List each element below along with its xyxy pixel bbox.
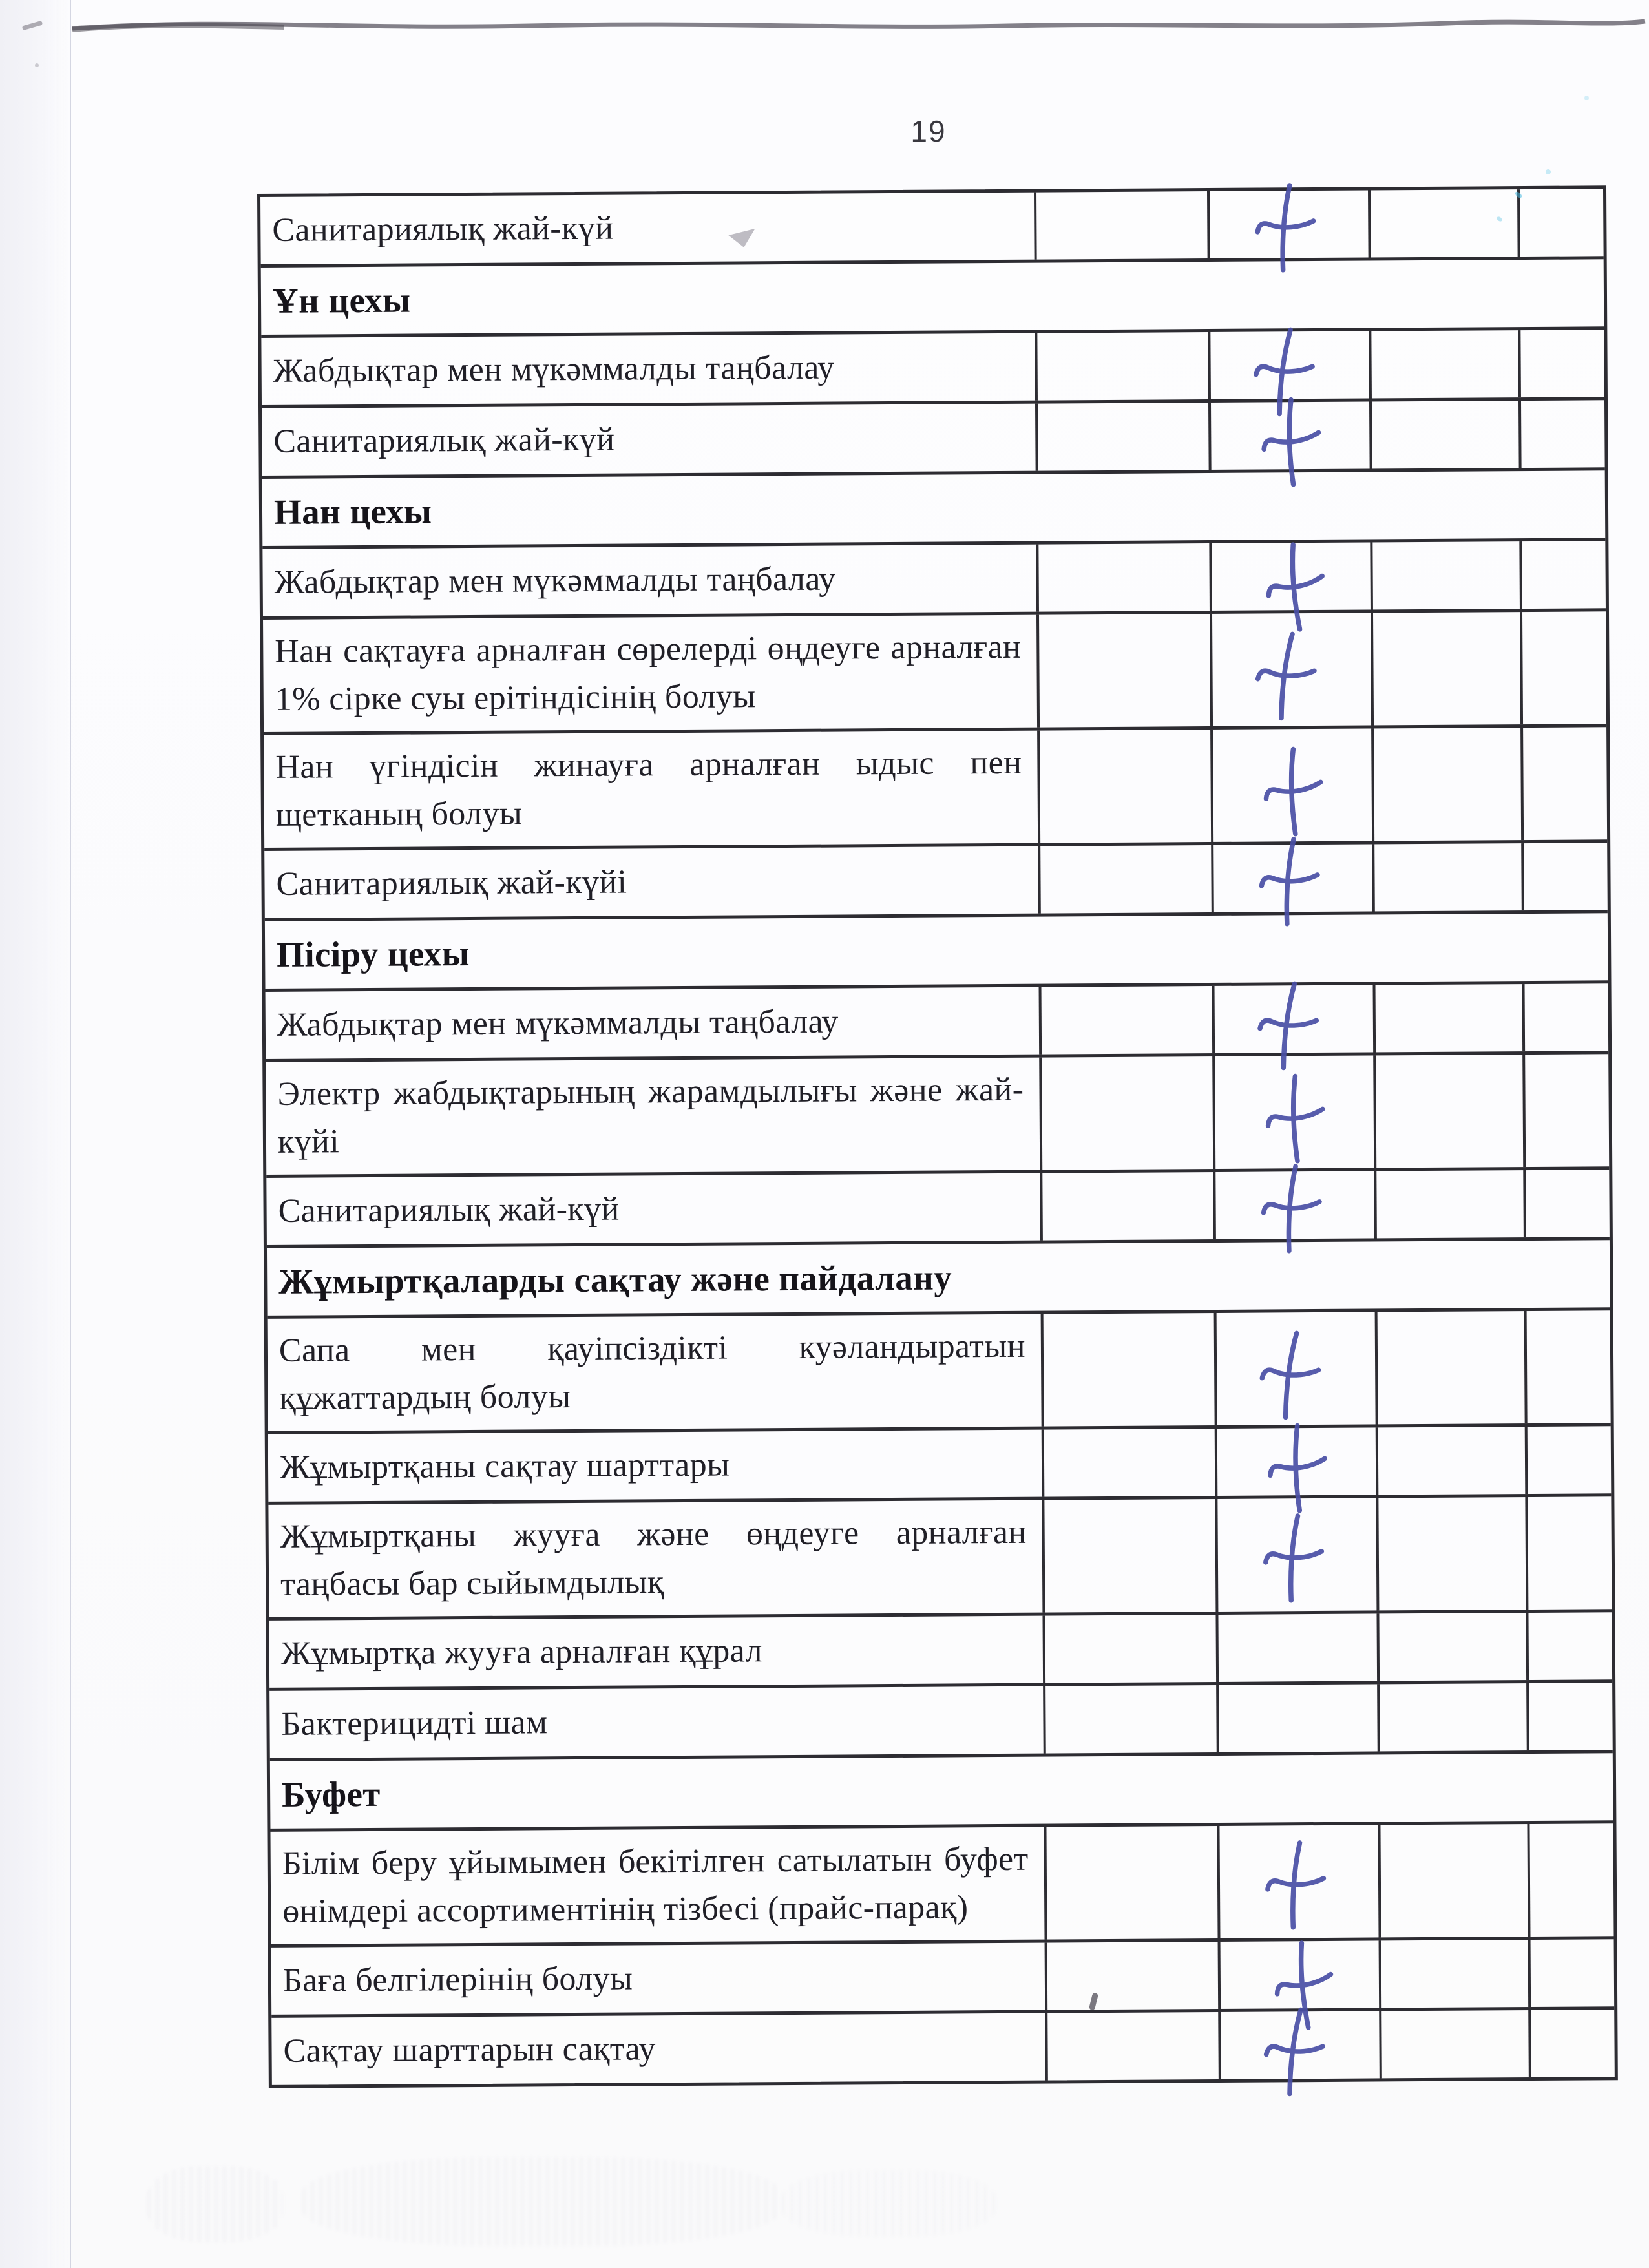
section-title-cell [267, 1240, 1610, 1316]
row-label: Жұмыртқаны жууға және өңдеуге арналған таңбасы бар сыйымдылық [280, 1513, 1027, 1603]
empty-cell [1041, 1313, 1215, 1427]
check-cell [1214, 1312, 1376, 1425]
check-cell [1212, 1055, 1374, 1169]
table-row [268, 1496, 1612, 1621]
section-title: Буфет [281, 1774, 381, 1814]
row-label: Білім беру ұйымымен бекітілген сатылатын буфет өнімдері ассортиментінің тізбесі (прайс-парақ) [282, 1840, 1029, 1930]
empty-cell [1517, 189, 1604, 257]
empty-cell [1374, 1055, 1524, 1168]
item-label-cell [262, 545, 1036, 616]
empty-cell [1042, 1429, 1215, 1497]
empty-cell [1371, 612, 1520, 725]
row-label: Санитариялық жай-күй [272, 209, 614, 249]
check-cell [1215, 1613, 1377, 1682]
empty-cell [1369, 330, 1518, 398]
section-title-cell [270, 1753, 1613, 1829]
empty-cell [1528, 2010, 1615, 2077]
table-row [266, 1054, 1609, 1178]
empty-cell [1039, 1056, 1213, 1170]
row-label: Санитариялық жай-күй [273, 421, 615, 460]
empty-cell [1526, 1612, 1612, 1680]
empty-cell [1527, 1823, 1613, 1937]
item-label-cell [260, 193, 1035, 264]
scan-left-margin-shade [0, 0, 71, 2268]
item-label-cell [266, 987, 1040, 1059]
row-label: Жабдықтар мен мүкәммалды таңбалау [274, 560, 836, 601]
section-title-cell [265, 913, 1608, 989]
section-title-cell [261, 259, 1604, 335]
scan-bottom-smudge [302, 2157, 781, 2246]
check-cell [1212, 985, 1373, 1053]
section-row [270, 1753, 1613, 1832]
table-row [266, 1170, 1610, 1248]
item-label-cell [263, 615, 1037, 732]
empty-cell [1373, 984, 1522, 1052]
empty-cell [1038, 986, 1212, 1055]
item-label-cell [261, 333, 1035, 405]
item-label-cell [268, 1430, 1042, 1502]
check-cell [1210, 613, 1371, 726]
item-label-cell [266, 1173, 1040, 1245]
empty-cell [1526, 1683, 1613, 1750]
empty-cell [1518, 330, 1604, 397]
empty-cell [1044, 1942, 1218, 2010]
empty-cell [1519, 541, 1606, 609]
table-row [269, 1612, 1612, 1691]
empty-cell [1371, 541, 1520, 609]
table-row [271, 2010, 1615, 2085]
empty-cell [1522, 1054, 1609, 1167]
item-label-cell [268, 1500, 1042, 1617]
empty-cell [1528, 1939, 1615, 2007]
table-row [260, 189, 1604, 268]
item-label-cell [268, 1314, 1042, 1431]
handwritten-check-mark [1242, 624, 1329, 729]
row-label: Сапа мен қауіпсіздікті куәландыратын құжаттардың болуы [278, 1327, 1026, 1417]
section-title: Ұн цехы [272, 280, 411, 320]
ink-speck [1546, 169, 1551, 174]
empty-cell [1037, 730, 1211, 843]
table-row [261, 330, 1604, 408]
row-label: Нан сақтауға арналған сөрелерді өңдеуге арналған 1% сірке суы ерітіндісінің болуы [275, 628, 1022, 718]
page-number: 19 [910, 114, 947, 148]
empty-cell [1376, 1427, 1525, 1495]
table-row [264, 843, 1608, 921]
check-cell [1217, 1825, 1378, 1938]
table-row [270, 1823, 1613, 1948]
empty-cell [1035, 403, 1209, 471]
empty-cell [1376, 1497, 1526, 1610]
table-row [268, 1310, 1611, 1434]
empty-cell [1518, 400, 1605, 468]
row-label: Санитариялық жай-күйі [276, 863, 627, 903]
empty-cell [1034, 191, 1208, 260]
empty-cell [1368, 189, 1517, 257]
empty-cell [1042, 1499, 1215, 1613]
table-row [262, 400, 1605, 479]
section-title: Пісіру цехы [277, 934, 470, 974]
empty-cell [1045, 2012, 1219, 2081]
section-row [265, 913, 1608, 992]
check-cell [1209, 542, 1371, 611]
item-label-cell [266, 1058, 1040, 1175]
empty-cell [1044, 1826, 1217, 1940]
handwritten-check-mark [1246, 1323, 1334, 1428]
item-label-cell [271, 2013, 1045, 2085]
empty-cell [1379, 1940, 1528, 2008]
check-cell [1213, 1171, 1374, 1239]
handwritten-check-mark [1253, 742, 1333, 842]
section-title-cell [262, 470, 1606, 546]
row-label: Жабдықтар мен мүкәммалды таңбалау [273, 349, 835, 390]
table-row [269, 1683, 1613, 1761]
empty-cell [1035, 332, 1208, 401]
row-label: Бактерицидті шам [281, 1704, 548, 1743]
item-label-cell [264, 731, 1038, 848]
row-label: Жұмыртқаны сақтау шарттары [279, 1446, 730, 1486]
item-label-cell [269, 1686, 1044, 1758]
ink-speck [1584, 96, 1589, 100]
empty-cell [1374, 1170, 1524, 1238]
table-row [262, 541, 1606, 620]
empty-cell [1036, 614, 1210, 728]
inspection-table [257, 185, 1618, 2088]
check-cell [1211, 844, 1372, 912]
section-row [261, 259, 1604, 338]
check-cell [1207, 190, 1369, 258]
table-row [264, 727, 1607, 851]
empty-cell [1525, 1496, 1612, 1610]
empty-cell [1378, 1824, 1528, 1937]
item-label-cell [269, 1616, 1043, 1688]
handwritten-check-mark [1250, 1999, 1338, 2105]
row-label: Нан үгіндісін жинауға арналған ыдыс пен щетканың болуы [275, 744, 1022, 834]
item-label-cell [270, 1827, 1044, 1944]
check-cell [1216, 1684, 1378, 1752]
check-cell [1208, 331, 1369, 399]
empty-cell [1375, 1311, 1525, 1424]
empty-cell [1380, 2010, 1529, 2078]
handwritten-check-mark [1252, 1507, 1334, 1609]
row-label: Сақтау шарттарын сақтау [283, 2030, 656, 2070]
handwritten-check-mark [1255, 1069, 1335, 1169]
section-row [267, 1240, 1610, 1319]
empty-cell [1523, 1170, 1610, 1237]
item-label-cell [271, 1943, 1045, 2015]
table-row [268, 1426, 1612, 1505]
empty-cell [1524, 1310, 1611, 1423]
item-label-cell [264, 846, 1038, 918]
row-label: Жабдықтар мен мүкәммалды таңбалау [277, 1003, 839, 1044]
row-label: Баға белгілерінің болуы [282, 1960, 633, 1999]
empty-cell [1521, 843, 1608, 910]
empty-cell [1036, 543, 1210, 612]
empty-cell [1038, 845, 1212, 914]
row-label: Электр жабдықтарының жарамдылығы және жай-күйі [277, 1071, 1024, 1160]
empty-cell [1369, 401, 1518, 468]
scan-dot-artifact [35, 63, 39, 67]
empty-cell [1520, 611, 1606, 724]
empty-cell [1043, 1685, 1217, 1754]
empty-cell [1371, 728, 1521, 841]
item-label-cell [262, 404, 1036, 476]
empty-cell [1522, 983, 1608, 1051]
empty-cell [1377, 1613, 1526, 1681]
empty-cell [1040, 1172, 1213, 1241]
table-row [263, 611, 1606, 735]
empty-cell [1525, 1426, 1612, 1494]
scan-top-edge-line [0, 0, 1649, 45]
check-cell [1215, 1427, 1376, 1496]
empty-cell [1377, 1683, 1526, 1751]
empty-cell [1042, 1615, 1216, 1683]
check-cell [1208, 401, 1370, 470]
check-cell [1218, 1940, 1380, 2009]
handwritten-check-mark [1254, 1834, 1336, 1936]
section-row [262, 470, 1606, 549]
empty-cell [1372, 843, 1522, 911]
table-row [271, 1939, 1615, 2018]
check-cell [1218, 2011, 1380, 2079]
check-cell [1210, 728, 1372, 842]
row-label: Санитариялық жай-күй [278, 1190, 620, 1230]
section-title: Нан цехы [273, 491, 432, 532]
empty-cell [1520, 727, 1607, 840]
table-row [266, 983, 1609, 1062]
scan-bottom-smudge [782, 2170, 995, 2237]
check-cell [1215, 1498, 1376, 1612]
row-label: Жұмыртқа жууға арналған құрал [280, 1632, 763, 1672]
section-title: Жұмыртқаларды сақтау және пайдалану [278, 1257, 952, 1301]
scan-bottom-smudge [147, 2166, 283, 2242]
